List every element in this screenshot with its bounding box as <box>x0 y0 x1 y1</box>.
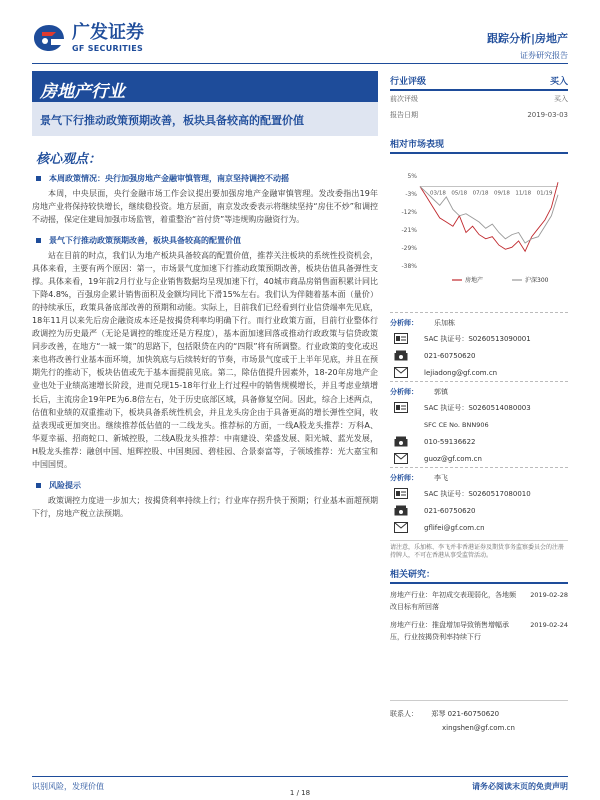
bullet-square-icon <box>36 176 41 181</box>
related-item-2[interactable]: 房地产行业：推盘增加导致销售增幅承压，行业按揭贷利率持续下行 2019-02-24 <box>390 620 568 641</box>
paragraph-policy: 本周，中央层面，央行金融市场工作会议提出要加强房地产金融审慎管理。发改委指出19年房地产业将保持较快增长，继续稳投资。地方层面，南京发改委表示将继续坚持“房住不炒”和调控不动摇，保定住建局加强市场监管，着重整治“首付贷”等违规购房融资行为。 <box>32 189 378 225</box>
x-tick-label: 07/18 <box>472 190 489 197</box>
analyst-2-sac: SAC 执证号：S0260514080003 <box>390 399 568 416</box>
brand-logo <box>32 20 192 56</box>
license-note: 请注意，乐加栋、李飞并非香港证券及期货事务监察委员会的注册持牌人，不可在香港从事受监管活动。 <box>390 540 568 561</box>
report-date: 报告日期 2019-03-03 <box>390 111 568 119</box>
page-number: 1 / 18 <box>289 789 311 797</box>
phone-icon <box>394 505 408 516</box>
analyst-3-phone: 021-60750620 <box>390 502 568 519</box>
related-item-1[interactable]: 房地产行业：年初成交表现弱化，各地频改目标有所回落 2019-02-28 <box>390 591 568 611</box>
x-tick-label: 09/18 <box>494 190 510 197</box>
analyst-2-sfc: SFC CE No. BNN906 <box>424 420 489 429</box>
email-icon <box>394 522 408 533</box>
bullet-heading-valuation: 景气下行推动政策预期改善，板块具备较高的配置价值 <box>32 234 378 247</box>
analyst-panel <box>390 312 568 561</box>
report-sub: 证券研究报告 <box>520 51 568 60</box>
y-tick-label: -21% <box>401 227 417 234</box>
analyst-2-phone: 010-59136622 <box>390 433 568 450</box>
y-tick-label: -3% <box>405 191 417 198</box>
logo-cn: 广发证券 <box>72 21 144 43</box>
analyst-1-sac: SAC 执证号：S0260513090001 <box>390 330 568 347</box>
report-type: 跟踪分析|房地产 <box>486 32 568 45</box>
id-card-icon <box>394 402 408 413</box>
header-divider <box>32 63 568 64</box>
id-card-icon <box>394 488 408 499</box>
email-icon <box>394 367 408 378</box>
x-tick-label: 03/18 <box>430 190 446 197</box>
bullet-heading-risk: 风险提示 <box>32 479 378 492</box>
footer-slogan: 识别风险，发现价值 <box>32 782 104 791</box>
analyst-3: 分析师： 李飞 <box>390 467 568 485</box>
chart-svg <box>390 170 568 290</box>
bullet-heading-policy: 本周政策情况：央行加强房地产金融审慎管理，南京坚持调控不动摇 <box>32 172 378 185</box>
y-tick-label: -12% <box>401 209 417 216</box>
legend-label: 房地产 <box>465 277 484 284</box>
main-body <box>32 172 378 522</box>
paragraph-risk: 政策调控力度进一步加大；按揭贷利率持续上行；行业库存拐升快于预期；行业基本面超预期下行，房地产税立法预期。 <box>32 495 378 518</box>
paragraph-valuation: 站在目前的时点，我们认为地产板块具备较高的配置价值，推荐关注板块的系统性投资机会，具体来看，主要有两个原因：第一，市场景气度加速下行推动政策预期改善，板块估值具备弹性支撑。具体来看，19年前2月行业与企业销售数据均呈现加速下行，40城市商品房销售面积累计同比下降4.8%，百强房企累计销售面积及金额均同比下滑15%左右。我们认为伴随着基本面（量价）的持续承压，政策具备底部改善的预期和动能。实际上，目前我们已经看到行业信贷端率先见底，18年11月以来先后房企融资成本还是按揭贷利率均明确下行。而行业政策方面，目前行业整体行政调控为历史最严（无论是调控的维度还是方程度），基本面加速回落或推动行政政策与信贷政策同步改善，在地方“一城一策”的思路下，包括限贷在内的“四限”将有所调整。行业政策的变化或迟来也将改善行业基本面环境，加快筑底与后续转好的节奏，市场景气度或于上半年见底，并且在预期先行的推动下，板块估值或先于基本面提前见底。第二，除估值提升因素外，18-20年房地产企业也处于业绩高速增长阶段，进而兑现15-18年行业上行过程中的销售规模增长，并且考虑业绩增长后，主流房企19年PE为6.8倍左右，处于历史底部区域，具备修复空间。因此，综合上述两点，估值和业绩的双重推动下，板块具备系统性机会，并且龙头房企由于具备更高的增长弹性空间，收益表现或更加突出。继续推荐低估值的一二线龙头。推荐标的方面，一线A股龙头推荐：万科A、华夏幸福、招商蛇口、新城控股，二线A股龙头推荐：中南建设、荣盛发展、阳光城、蓝光发展，H股龙头推荐：融创中国、旭辉控股、中国奥园、碧桂园、合景泰富等，子领域推荐：光大嘉宝和中国国贸。 <box>32 251 378 469</box>
footer-disclaimer: 请务必阅读末页的免责声明 <box>472 782 568 791</box>
related-research-heading: 相关研究： <box>390 567 568 584</box>
relative-performance-chart <box>390 170 568 290</box>
phone-icon <box>394 350 408 361</box>
bullet-square-icon <box>36 483 41 488</box>
analyst-2-email[interactable]: guoz@gf.com.cn <box>390 450 568 467</box>
phone-icon <box>394 436 408 447</box>
rating-header: 行业评级 买入 <box>390 71 568 91</box>
contact-label: 联系人： <box>390 710 418 718</box>
industry-title: 房地产行业 <box>32 71 378 102</box>
y-tick-label: -29% <box>401 245 417 252</box>
market-performance-heading: 相对市场表现 <box>390 137 568 154</box>
analyst-1: 分析师： 乐加栋 <box>390 312 568 330</box>
x-tick-label: 05/18 <box>451 190 468 197</box>
footer-divider <box>32 776 568 777</box>
analyst-3-email[interactable]: gflifei@gf.com.cn <box>390 519 568 536</box>
bullet-square-icon <box>36 238 41 243</box>
report-subtitle: 景气下行推动政策预期改善，板块具备较高的配置价值 <box>32 102 378 136</box>
y-tick-label: 5% <box>407 173 417 180</box>
logo-en: GF SECURITIES <box>72 43 144 53</box>
analyst-2: 分析师： 郭镇 <box>390 381 568 399</box>
contact-name-phone: 郑琴 021-60750620 <box>431 710 500 718</box>
email-icon <box>394 453 408 464</box>
analyst-3-sac: SAC 执证号：S0260517080010 <box>390 485 568 502</box>
x-tick-label: 11/18 <box>515 190 532 197</box>
x-tick-label: 01/19 <box>536 190 553 197</box>
analyst-1-email[interactable]: lejiadong@gf.com.cn <box>390 364 568 381</box>
previous-rating: 前次评级 买入 <box>390 95 568 103</box>
gf-logo-icon <box>32 23 66 53</box>
analyst-1-phone: 021-60750620 <box>390 347 568 364</box>
rating-panel <box>390 71 568 154</box>
core-view-heading: 核心观点： <box>36 152 102 167</box>
contact-email[interactable]: xingshen@gf.com.cn <box>442 724 515 732</box>
id-card-icon <box>394 333 408 344</box>
y-tick-label: -38% <box>401 263 417 270</box>
related-research <box>390 567 568 644</box>
legend-label: 沪深300 <box>525 277 549 284</box>
contact-block <box>390 700 568 735</box>
